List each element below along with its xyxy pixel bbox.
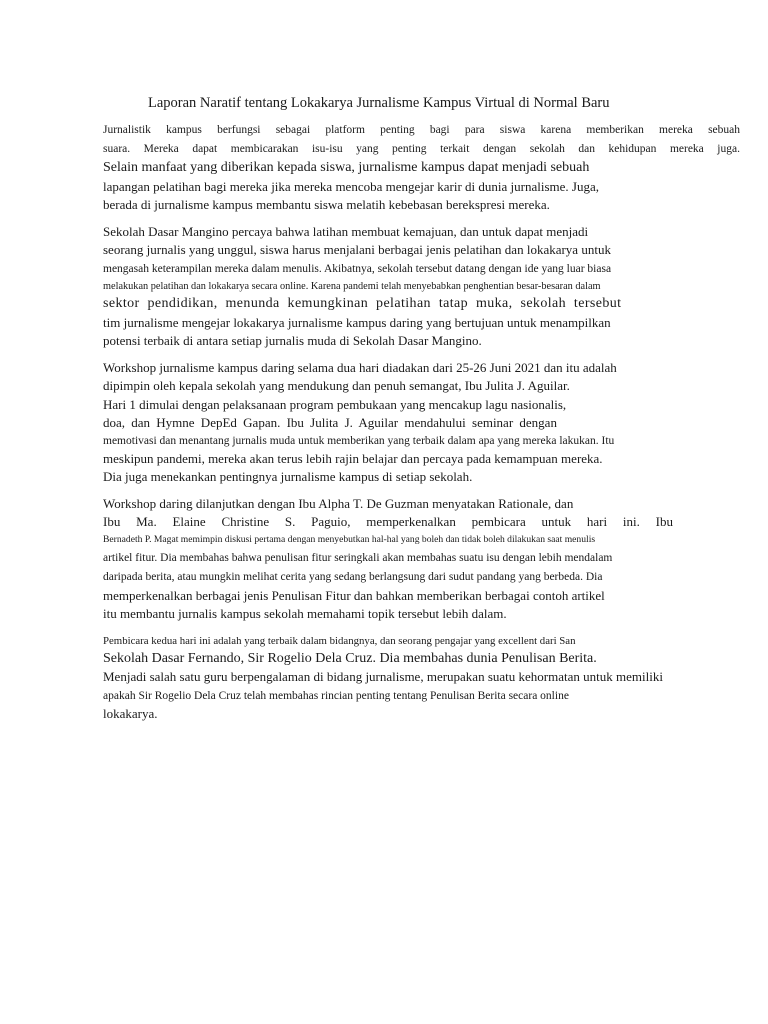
paragraph-line: daripada berita, atau mungkin melihat cerita yang sedang berlangsung dari sudut pandang yang berbeda. Dia [103,571,603,583]
paragraph-line: meskipun pandemi, mereka akan terus lebih rajin belajar dan percaya pada kemampuan mereka. [103,451,603,466]
paragraph-line: Workshop jurnalisme kampus daring selama dua hari diadakan dari 25-26 Juni 2021 dan itu adalah [103,360,617,375]
paragraph-line: itu membantu jurnalis kampus sekolah memahami topik tersebut lebih dalam. [103,606,507,621]
paragraph-line: apakah Sir Rogelio Dela Cruz telah membahas rincian penting tentang Penulisan Berita secara online [103,690,569,702]
paragraph-line: Sekolah Dasar Fernando, Sir Rogelio Dela Cruz. Dia membahas dunia Penulisan Berita. [103,651,597,666]
paragraph-line: suara. Mereka dapat membicarakan isu-isu yang penting terkait dengan sekolah dan kehidupan mereka juga. [103,143,740,155]
paragraph-line: doa, dan Hymne DepEd Gapan. Ibu Julita J. Aguilar mendahului seminar dengan [103,415,557,430]
paragraph-line: berada di jurnalisme kampus membantu siswa melatih kebebasan berekspresi mereka. [103,197,550,212]
paragraph-line: Hari 1 dimulai dengan pelaksanaan program pembukaan yang mencakup lagu nasionalis, [103,397,567,412]
paragraph-line: Sekolah Dasar Mangino percaya bahwa latihan membuat kemajuan, dan untuk dapat menjadi [103,224,589,239]
paragraph-line: mengasah keterampilan mereka dalam menulis. Akibatnya, sekolah tersebut datang dengan ide yang luar biasa [103,263,612,275]
paragraph-line: seorang jurnalis yang unggul, siswa harus menjalani berbagai jenis pelatihan dan lokakarya untuk [103,242,611,257]
paragraph-line: lapangan pelatihan bagi mereka jika mereka mencoba mengejar karir di dunia jurnalisme. Juga, [103,179,599,194]
paragraph-line: Pembicara kedua hari ini adalah yang terbaik dalam bidangnya, dan seorang pengajar yang excellent dari San [103,635,576,647]
paragraph-line: lokakarya. [103,706,158,721]
paragraph-line: Jurnalistik kampus berfungsi sebagai platform penting bagi para siswa karena memberikan mereka sebuah [103,124,740,136]
paragraph-line: Selain manfaat yang diberikan kepada siswa, jurnalisme kampus dapat menjadi sebuah [103,160,590,175]
paragraph-line: Bernadeth P. Magat memimpin diskusi pertama dengan menyebutkan hal-hal yang boleh dan tidak boleh dilakukan saat menulis [103,534,596,545]
paragraph-line: memotivasi dan menantang jurnalis muda untuk memberikan yang terbaik dalam apa yang mereka lakukan. Itu [103,435,615,447]
paragraph-line: sektor pendidikan, menunda kemungkinan pelatihan tatap muka, sekolah tersebut [103,296,622,311]
paragraph-line: memperkenalkan berbagai jenis Penulisan Fitur dan bahkan memberikan berbagai contoh artikel [103,588,605,603]
paragraph-line: Workshop daring dilanjutkan dengan Ibu Alpha T. De Guzman menyatakan Rationale, dan [103,496,574,511]
paragraph-line: artikel fitur. Dia membahas bahwa penulisan fitur seringkali akan membahas suatu isu dengan lebih mendalam [103,552,613,564]
paragraph-line: potensi terbaik di antara setiap jurnalis muda di Sekolah Dasar Mangino. [103,333,482,348]
paragraph-line: Menjadi salah satu guru berpengalaman di bidang jurnalisme, merupakan suatu kehormatan untuk memiliki [103,669,663,684]
paragraph-line: melakukan pelatihan dan lokakarya secara online. Karena pandemi telah menyebabkan penghentian besar-besaran dalam [103,281,601,292]
paragraph-line: Ibu Ma. Elaine Christine S. Paguio, memperkenalkan pembicara untuk hari ini. Ibu [103,514,673,529]
paragraph-line: Dia juga menekankan pentingnya jurnalisme kampus di setiap sekolah. [103,469,473,484]
document-title: Laporan Naratif tentang Lokakarya Jurnalisme Kampus Virtual di Normal Baru [148,95,610,111]
paragraph-line: dipimpin oleh kepala sekolah yang mendukung dan penuh semangat, Ibu Julita J. Aguilar. [103,378,570,393]
paragraph-line: tim jurnalisme mengejar lokakarya jurnalisme kampus daring yang bertujuan untuk menampilkan [103,315,611,330]
